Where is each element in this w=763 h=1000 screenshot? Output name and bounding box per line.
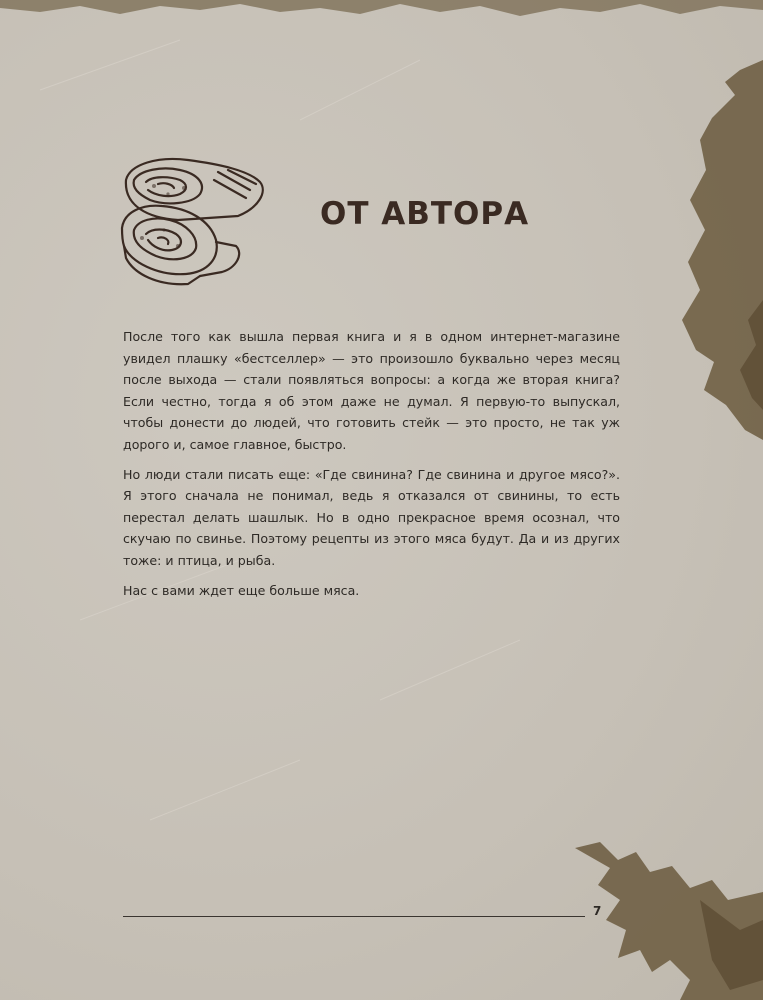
paragraph-1: После того как вышла первая книга и я в одном интернет-магазине увидел плашку «бестселлер» — это произошло буквально через месяц после выхода — стали появляться вопросы: а когда же вторая книга? Если честно, тогда я об этом даже не думал. Я первую-то выпускал, чтобы донести до людей, что готовить стейк — это просто, не так уж дорого и, самое главное, быстро. (123, 329, 620, 452)
paragraph-3: Нас с вами ждет еще больше мяса. (123, 582, 360, 598)
footer-divider (123, 916, 585, 917)
meat-roll-icon (118, 150, 268, 300)
body-text (123, 326, 620, 609)
page-title: ОТ АВТОРА (320, 196, 530, 232)
paragraph-2: Но люди стали писать еще: «Где свинина? Где свинина и другое мясо?». Я этого сначала не понимал, ведь я отказался от свинины, то есть перестал делать шашлык. Но в одно прекрасное время осознал, что скучаю по свинье. Поэтому рецепты из этого мяса будут. Да и из других тоже: и птица, и рыба. (123, 466, 620, 568)
page-number: 7 (593, 904, 602, 918)
